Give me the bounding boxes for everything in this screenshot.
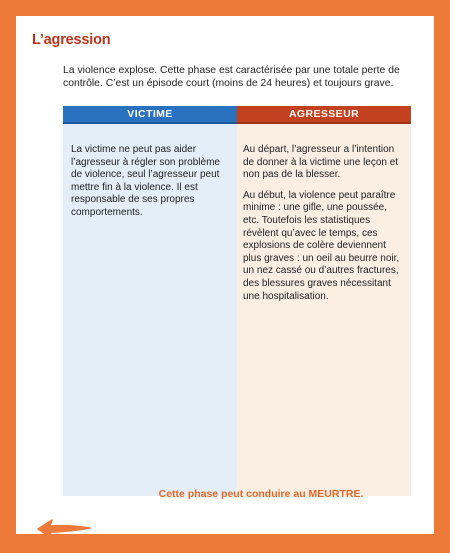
victim-cell xyxy=(71,144,233,228)
page-title: L’agression xyxy=(32,32,111,48)
aggressor-paragraph: Au départ, l’agresseur a l’intention de donner à la victime une leçon et non pas de la blesser. xyxy=(243,144,399,181)
intro-text: La violence explose. Cette phase est caractérisée par une totale perte de contrôle. C’est un épisode court (moins de 24 heures) et toujours grave. xyxy=(63,65,400,89)
arrow-left-icon xyxy=(34,512,94,548)
aggressor-header-underline xyxy=(237,122,411,124)
comparison-table xyxy=(63,106,411,500)
content-panel xyxy=(16,16,434,534)
victim-header: VICTIME xyxy=(63,106,237,122)
aggressor-paragraph: Au début, la violence peut paraître minime : une gifle, une poussée, etc. Toutefois les statistiques révèlent qu’avec le temps, ces explosions de colère deviennent plus graves : un oeil au beurre noir, un nez cassé ou d’autres fractures, des blessures graves nécessitant une hospitalisation. xyxy=(243,189,400,302)
aggressor-cell xyxy=(243,144,403,311)
victim-header-underline xyxy=(63,122,237,124)
conclusion-text: Cette phase peut conduire au MEURTRE. xyxy=(158,488,364,500)
victim-paragraph: La victime ne peut pas aider l’agresseur à régler son problème de violence, seul l’agresseur peut mettre fin à la violence. Il est responsable de ses propres comportements. xyxy=(71,144,220,218)
aggressor-header: AGRESSEUR xyxy=(237,106,411,122)
back-button[interactable] xyxy=(34,512,94,548)
